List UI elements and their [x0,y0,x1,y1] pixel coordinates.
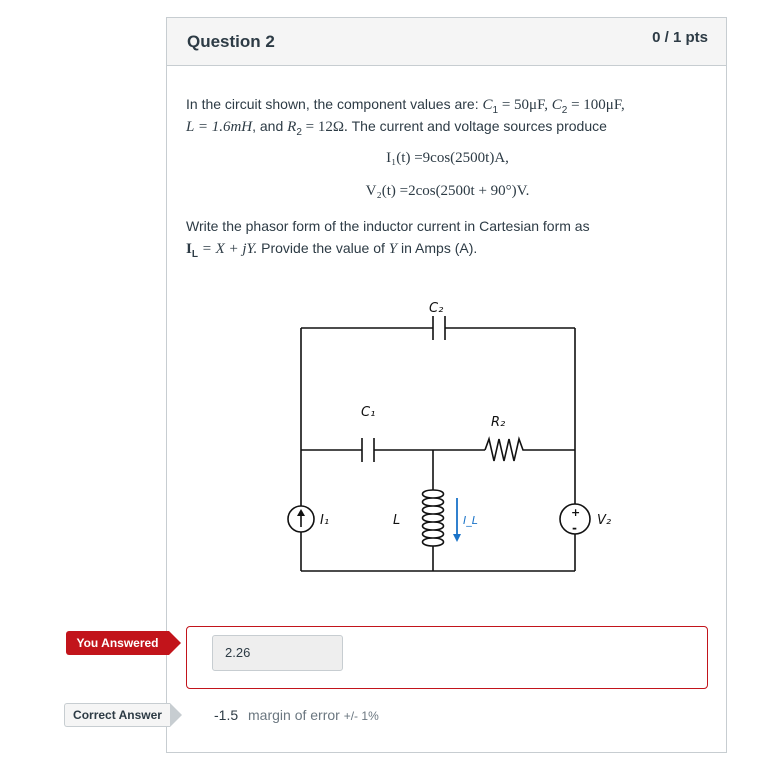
equation-voltage-source: V₂(t) =2cos(2500t + 90°)V. [365,183,530,199]
question-text-line2: L = 1.6mH, and $R_2 = 12\Omega$. The current and voltage sources produce [186,118,607,138]
label-c1: C₁ [361,405,376,420]
answer-box [186,626,708,689]
margin-of-error-text: margin of error +/- 1% [248,707,379,723]
current-source-arrow-icon [297,509,305,527]
label-l: L [393,513,401,528]
correct-answer-tag: Correct Answer [64,703,170,727]
instruction-line2: $I_L = X$ + jY. Provide the value of Y in Amps (A). [186,240,478,260]
answer-input[interactable]: 2.26 [212,635,343,671]
question-title: Question 2 [187,32,275,51]
label-r2: R₂ [491,415,506,430]
label-plus: + [571,506,581,519]
correct-answer-line [214,707,379,723]
correct-answer-value: -1.5 [214,707,239,723]
label-minus: - [572,521,577,535]
instruction-line1: Write the phasor form of the inductor current in Cartesian form as [186,218,590,234]
question-points: 0 / 1 pts [652,29,708,46]
you-answered-tag: You Answered [66,631,169,655]
label-il: I_L [463,514,478,527]
question-text-line1: In the circuit shown, the component values are: $C_1 = 50\mu F$, $C_2 = 100\mu F$, [186,96,625,116]
label-i1: I₁ [320,513,330,528]
label-v2: V₂ [597,513,612,528]
label-c2: C₂ [429,301,444,316]
question-header [167,18,726,66]
inductor-current-arrow-icon [453,498,461,542]
equation-current-source: I₁(t) =9cos(2500t)A, [386,150,509,166]
circuit-diagram [277,276,637,581]
